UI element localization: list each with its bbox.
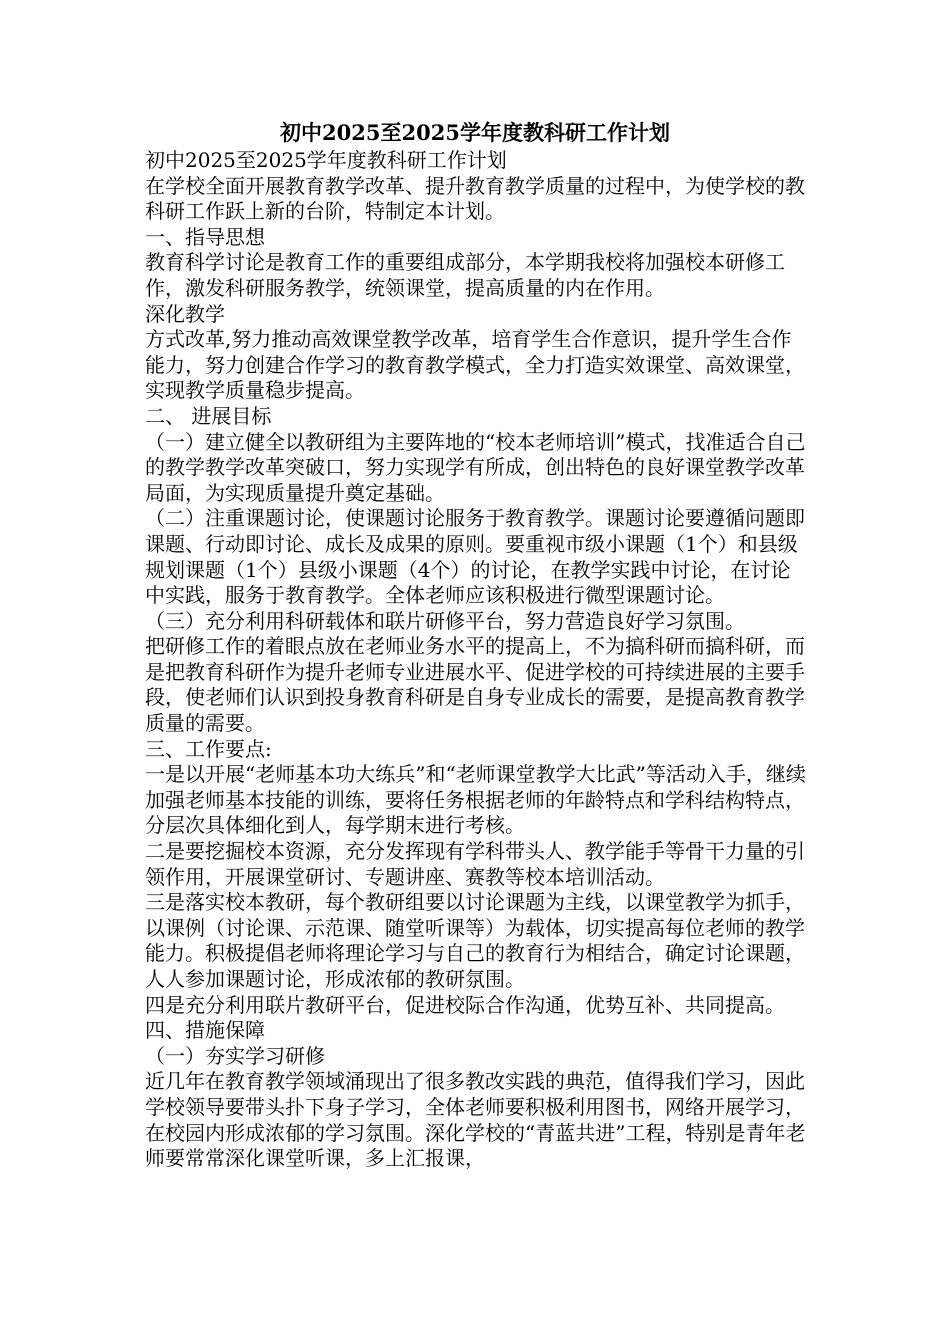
section-heading-measures: 四、措施保障 — [145, 1018, 265, 1043]
paragraph: 一是以开展“老师基本功大练兵”和“老师课堂教学大比武”等活动入手，继续加强老师基本技能的训练，要将任务根据老师的年龄特点和学科结构特点，分层次具体细化到人，每学期末进行考核。 — [145, 762, 806, 838]
paragraph-subtitle: 初中2025至2025学年度教科研工作计划 — [145, 148, 507, 172]
paragraph: 教育科学讨论是教育工作的重要组成部分，本学期我校将加强校本研修工作，激发科研服务教学，统领课堂，提高质量的内在作用。 — [145, 250, 785, 300]
paragraph-intro: 在学校全面开展教育教学改革、提升教育教学质量的过程中，为使学校的教科研工作跃上新的台阶，特制定本计划。 — [145, 173, 805, 224]
section-heading-goals: 二、 进展目标 — [145, 403, 272, 428]
paragraph: 深化教学 — [145, 301, 225, 326]
paragraph: 三是落实校本教研，每个教研组要以讨论课题为主线，以课堂教学为抓手，以课例（讨论课、示范课、随堂听课等）为载体，切实提高每位老师的教学能力。积极提倡老师将理论学习与自己的教育行为相结合，确定讨论课题，人人参加课题讨论，形成浓郁的教研氛围。 — [145, 890, 805, 991]
section-heading-guiding-thought: 一、指导思想 — [145, 224, 265, 249]
paragraph: （一）建立健全以教研组为主要阵地的“校本老师培训”模式，找准适合自己的教学教学改革突破口，努力实现学有所成，创出特色的良好课堂教学改革局面，为实现质量提升奠定基础。 — [145, 429, 806, 505]
paragraph: （三）充分利用科研载体和联片研修平台，努力营造良好学习氛围。 — [145, 608, 745, 633]
paragraph: 二是要挖掘校本资源，充分发挥现有学科带头人、教学能手等骨干力量的引领作用，开展课堂研讨、专题讲座、赛教等校本培训活动。 — [145, 839, 805, 889]
paragraph: 四是充分利用联片教研平台，促进校际合作沟通，优势互补、共同提高。 — [145, 992, 785, 1017]
document-title: 初中2025至2025学年度教科研工作计划 — [280, 120, 670, 145]
paragraph: 方式改革,努力推动高效课堂教学改革，培育学生合作意识，提升学生合作能力，努力创建合作学习的教育教学模式，全力打造实效课堂、高效课堂，实现教学质量稳步提高。 — [145, 327, 805, 403]
paragraph: 近几年在教育教学领域涌现出了很多教改实践的典范，值得我们学习，因此学校领导要带头扑下身子学习，全体老师要积极利用图书，网络开展学习，在校园内形成浓郁的学习氛围。深化学校的“青蓝共进”工程，特别是青年老师要常常深化课堂听课，多上汇报课， — [145, 1069, 806, 1171]
subsection-heading: （一）夯实学习研修 — [145, 1043, 325, 1068]
section-heading-key-points: 三、工作要点: — [145, 736, 272, 761]
document-body — [145, 148, 810, 1172]
paragraph: （二）注重课题讨论，使课题讨论服务于教育教学。课题讨论要遵循问题即课题、行动即讨论、成长及成果的原则。要重视市级小课题（1个）和县级规划课题（1个）县级小课题（4个）的讨论，在教学实践中讨论，在讨论中实践，服务于教育教学。全体老师应该积极进行微型课题讨论。 — [145, 506, 805, 608]
paragraph: 把研修工作的着眼点放在老师业务水平的提高上，不为搞科研而搞科研，而是把教育科研作为提升老师专业进展水平、促进学校的可持续进展的主要手段，使老师们认识到投身教育科研是自身专业成长的需要，是提高教育教学质量的需要。 — [145, 634, 805, 736]
